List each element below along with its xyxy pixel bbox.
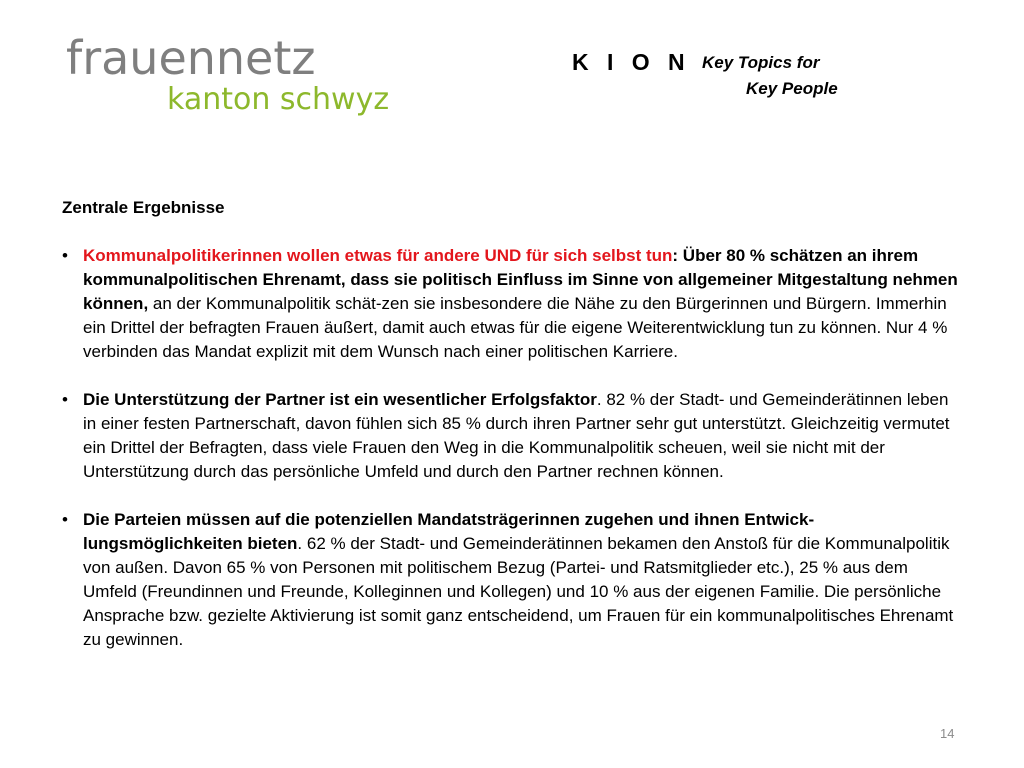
bullet-lead-bold: Die Parteien müssen auf die potenziellen Mandatsträgerinnen zugehen und ihnen Entwick-lungsmöglichkeiten bieten [83,510,815,553]
frauennetz-logo [66,28,406,128]
bullet-text: an der Kommunalpolitik schät-zen sie insbesondere die Nähe zu den Bürgerinnen und Bürgern. Immerhin ein Drittel der befragten Frauen äußert, damit auch etwas für die eigene Weiterentwicklung tun zu können. Nur 4 % verbinden das Mandat explizit mit dem Wunsch nach einer politischen Karriere. [83,294,948,361]
page-number: 14 [940,726,955,741]
bullet-item-2 [62,388,962,484]
bullet-item-3 [62,508,962,652]
bullet-dot: • [62,246,68,265]
bullet-text: . 82 % der Stadt- und Gemeinderätinnen leben in einer festen Partnerschaft, davon fühlen sich 85 % durch ihren Partner sehr gut unterstützt. Gleichzeitig vermutet ein Drittel der Befragten, dass viele Frauen den Weg in die Kommunalpolitik scheuen, weil sie nicht mit der Unterstützung durch das persönliche Umfeld und durch den Partner rechnen können. [83,390,950,481]
bullet-item-1 [62,244,962,364]
logo-subline: kanton schwyz [167,82,390,117]
bullet-text: . 62 % der Stadt- und Gemeinderätinnen bekamen den Anstoß für die Kommunalpolitik von außen. Davon 65 % von Personen mit politischem Bezug (Partei- und Ratsmitglieder etc.), 25 % aus dem Umfeld (Freundinnen und Freunde, Kolleginnen und Kollegen) und 10 % aus der eigenen Familie. Die persönliche Ansprache bzw. gezielte Aktivierung ist somit ganz entscheidend, um Frauen für ein kommunalpolitisches Ehrenamt zu gewinnen. [83,534,954,649]
bullet-lead-highlight: Kommunalpolitikerinnen wollen etwas für andere UND für sich selbst tun [83,246,673,265]
bullet-dot: • [62,510,68,529]
bullet-lead-bold: Die Unterstützung der Partner ist ein wesentlicher Erfolgsfaktor [83,390,597,409]
kion-title: K I O N [572,49,691,75]
bullet-dot: • [62,390,68,409]
kion-subtitle-line2: Key People [746,79,838,98]
kion-subtitle-line1: Key Topics for [702,53,820,72]
logo-wordmark: frauennetz [66,31,316,85]
slide-content [62,196,962,676]
bullet-lead-bold: : Über 80 % schätzen an ihrem kommunalpolitischen Ehrenamt, dass sie politisch Einfluss im Sinne von allgemeiner Mitgestaltung nehmen können, [83,246,958,313]
section-heading: Zentrale Ergebnisse [62,198,225,217]
